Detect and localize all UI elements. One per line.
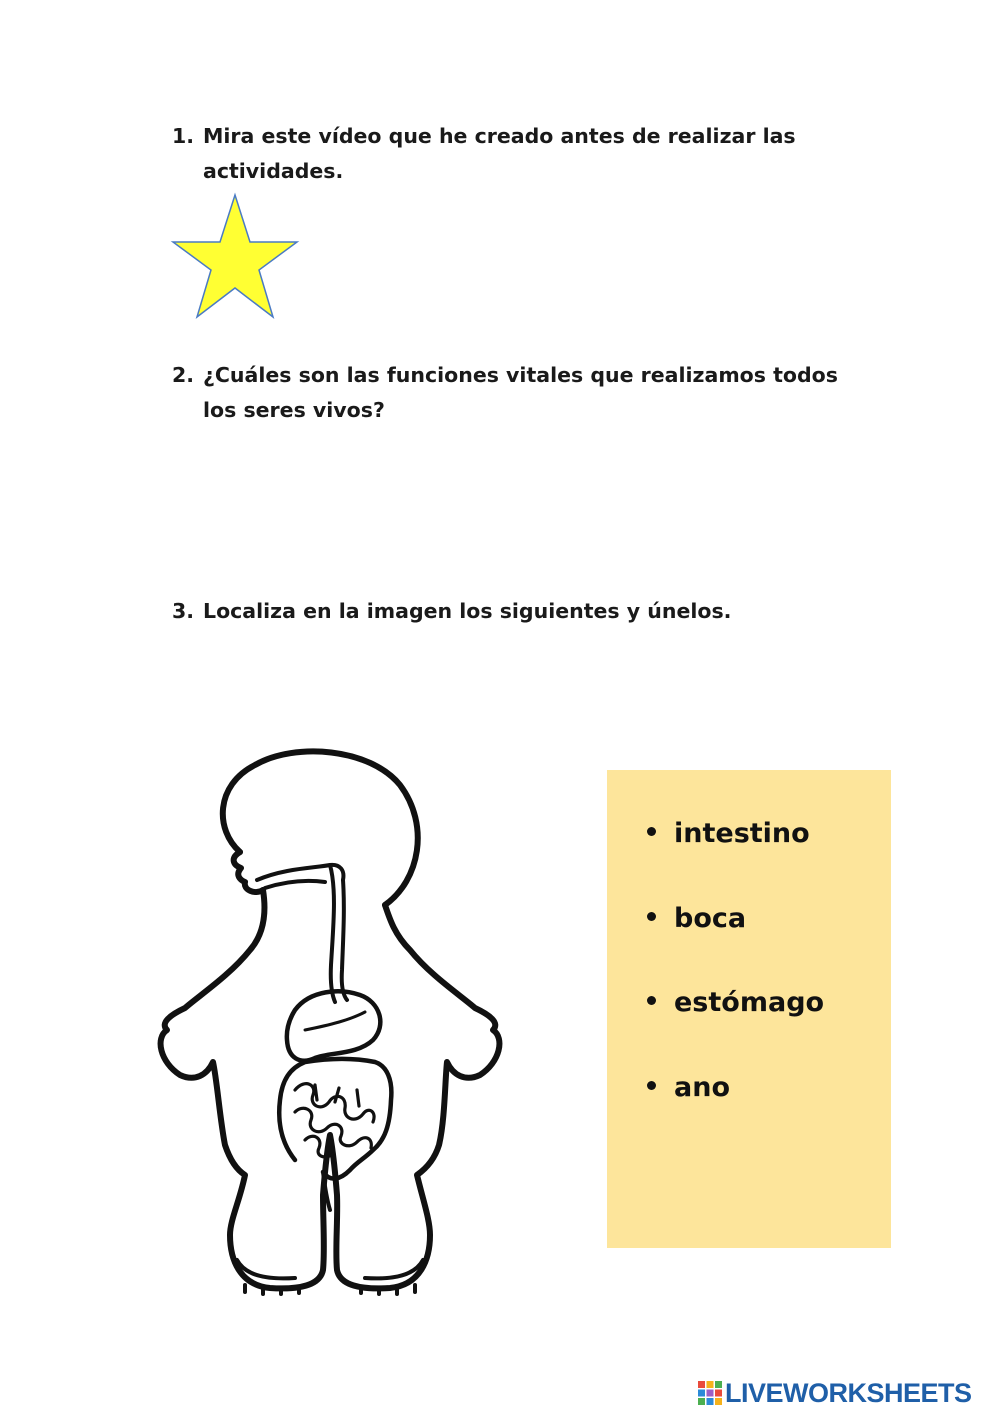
question-number: 3. — [172, 599, 195, 623]
word-label: intestino — [674, 818, 810, 849]
question-number: 1. — [172, 124, 195, 148]
esophagus-outline — [330, 865, 347, 1002]
liveworksheets-brand — [697, 1378, 972, 1408]
bullet-icon — [647, 1081, 656, 1090]
bullet-icon — [647, 827, 656, 836]
bullet-icon — [647, 912, 656, 921]
bullet-icon — [647, 996, 656, 1005]
feet-outline — [237, 1260, 423, 1294]
question-1 — [172, 119, 842, 189]
brand-text: LIVEWORKSHEETS — [725, 1377, 972, 1408]
star-shape — [173, 195, 297, 317]
word-label: ano — [674, 1072, 730, 1103]
digestive-system-figure — [145, 740, 515, 1300]
stomach-inner — [305, 1012, 365, 1030]
question-text: Mira este vídeo que he creado antes de realizar las actividades. — [203, 124, 796, 183]
word-label: boca — [674, 903, 747, 934]
word-item[interactable] — [647, 986, 824, 1020]
word-item[interactable] — [647, 817, 810, 851]
question-text: ¿Cuáles son las funciones vitales que realizamos todos los seres vivos? — [203, 363, 838, 422]
question-number: 2. — [172, 363, 195, 387]
word-label: estómago — [674, 987, 825, 1018]
face-profile-outline — [234, 852, 263, 892]
word-box — [607, 770, 891, 1248]
question-text: Localiza en la imagen los siguientes y únelos. — [203, 599, 732, 623]
star-icon[interactable] — [170, 190, 300, 320]
word-item[interactable] — [647, 1071, 730, 1105]
question-2 — [172, 358, 842, 428]
word-item[interactable] — [647, 902, 746, 936]
liveworksheets-logo-icon — [697, 1380, 723, 1406]
question-3 — [172, 594, 842, 629]
